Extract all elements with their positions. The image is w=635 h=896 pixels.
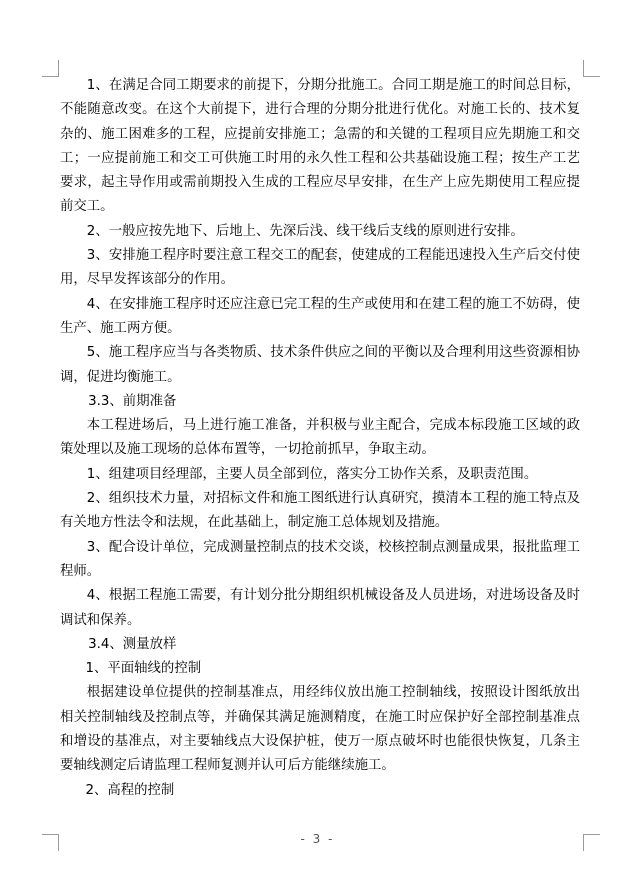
paragraph: 根据建设单位提供的控制基准点，用经纬仪放出施工控制轴线，按照设计图纸放出相关控制轴线及控制点等，并确保其满足施测精度，在施工时应保护好全部控制基准点和增设的基准点，对主要轴线点大设保护桩，使万一原点破坏时也能很快恢复，几条主要轴线测定后请监理工程师复测并认可后方能继续施工。 <box>60 685 580 774</box>
margin-corner-top-right <box>583 60 600 77</box>
paragraph: 2、组织技术力量，对招标文件和施工图纸进行认真研究，摸清本工程的施工特点及有关地方性法令和法规，在此基础上，制定施工总体规划及措施。 <box>60 491 580 531</box>
page-number: - 3 - <box>300 832 335 846</box>
subsection-heading: 2、高程的控制 <box>85 782 175 798</box>
paragraph: 4、根据工程施工需要，有计划分批分期组织机械设备及人员进场，对进场设备及时调试和保养。 <box>60 588 580 628</box>
section-heading: 3.4、测量放样 <box>88 636 177 652</box>
paragraph: 5、施工程序应当与各类物质、技术条件供应之间的平衡以及合理利用这些资源相协调，促进均衡施工。 <box>60 345 580 385</box>
section-heading: 3.3、前期准备 <box>88 393 177 409</box>
subsection-heading: 1、平面轴线的控制 <box>85 661 202 677</box>
paragraph: 3、配合设计单位，完成测量控制点的技术交谈，校核控制点测量成果，报批监理工程师。 <box>60 539 580 579</box>
margin-corner-top-left <box>42 60 59 77</box>
paragraph: 2、一般应按先地下、后地上、先深后浅、线干线后支线的原则进行安排。 <box>86 223 524 239</box>
paragraph: 1、组建项目经理部，主要人员全部到位，落实分工协作关系，及职责范围。 <box>86 466 538 482</box>
paragraph: 1、在满足合同工期要求的前提下，分期分批施工。合同工期是施工的时间总目标，不能随意改变。在这个大前提下，进行合理的分期分批进行优化。对施工长的、技术复杂的、施工困难多的工程，应提前安排施工；急需的和关键的工程项目应先期施工和交工；一应提前施工和交工可供施工时用的永久性工程和公共基础设施工程；按生产工艺要求，起主导作用或需前期投入生成的工程应尽早安排，在生产上应先期使用工程应提前交工。 <box>60 78 580 215</box>
paragraph: 3、安排施工程序时要注意工程交工的配套，使建成的工程能迅速投入生产后交付使用，尽早发挥该部分的作用。 <box>60 248 580 288</box>
paragraph: 本工程进场后，马上进行施工准备，并积极与业主配合，完成本标段施工区域的政策处理以及施工现场的总体布置等，一切抢前抓早，争取主动。 <box>60 418 580 458</box>
paragraph: 4、在安排施工程序时还应注意已完工程的生产或使用和在建工程的施工不妨碍，使生产、施工两方便。 <box>60 296 580 336</box>
document-body <box>60 74 580 803</box>
